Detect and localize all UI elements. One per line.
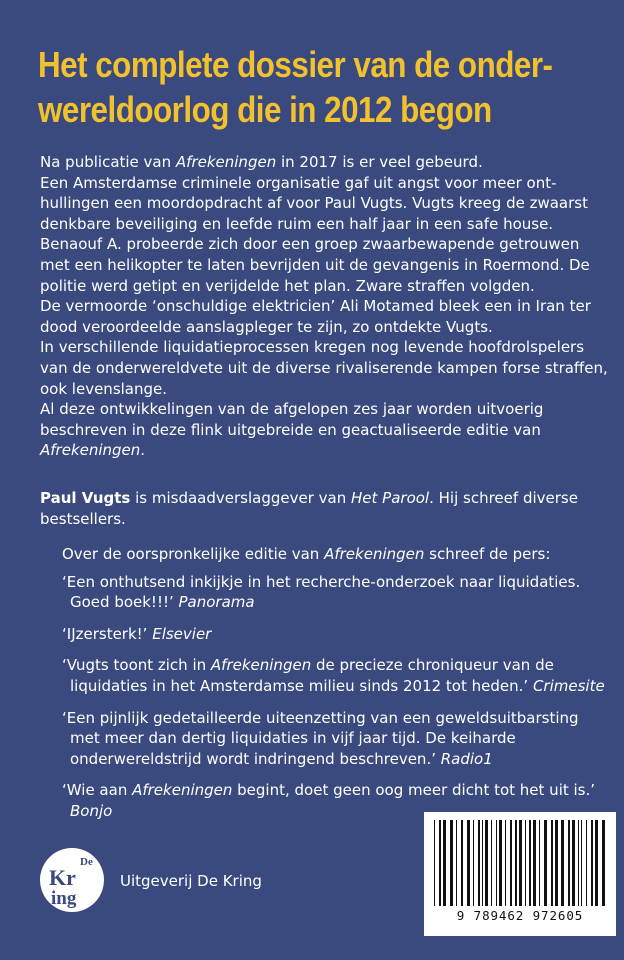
barcode-bar [555, 820, 558, 906]
quote-elsevier [62, 624, 610, 645]
blurb-paragraph-6 [40, 399, 610, 461]
barcode-bar [591, 820, 593, 906]
barcode-bar [539, 820, 540, 906]
barcode-bar [443, 820, 446, 906]
blurb-text: . [140, 441, 146, 460]
quote-radio1 [62, 708, 610, 770]
blurb-text: Na publicatie van [40, 153, 176, 171]
quote-source: Bonjo [70, 801, 113, 820]
barcode-bar [439, 820, 441, 906]
quote-text: ‘Een pijnlijk gedetailleerde uiteenzetting van een geweldsuitbarsting [62, 708, 579, 727]
blurb-paragraph-1 [40, 152, 610, 173]
blurb-paragraph-2: Een Amsterdamse criminele organisatie gaf uit angst voor meer ont-hullingen een moordopdracht af voor Paul Vugts. Vugts kreeg de zwaarst denkbare beveiliging en leefde ruim een half jaar in een safe house. [40, 173, 588, 233]
book-title: Afrekeningen [324, 545, 425, 563]
book-title: Afrekeningen [40, 441, 141, 460]
logo-letters-ing: ing [51, 888, 77, 909]
barcode-bar [478, 820, 480, 906]
logo-letters-de: De [80, 856, 93, 868]
publisher-logo [40, 848, 104, 912]
quote-text: ‘Wie aan [62, 781, 133, 800]
press-quotes [62, 544, 610, 833]
headline-line-2: wereldoorlog die in 2012 begon [38, 89, 492, 130]
barcode-bar [473, 820, 474, 906]
quote-text: ‘Een onthutsend inkijkje in het recherche-onderzoek naar liquidaties. [62, 572, 581, 591]
barcode-bar [510, 820, 512, 906]
quote-text: begint, doet geen oog meer dicht tot het uit is.’ [232, 781, 596, 800]
barcode-bar [568, 820, 570, 906]
barcode-bar [525, 820, 526, 906]
quote-source: Elsevier [152, 624, 212, 643]
quote-source: Panorama [178, 593, 255, 612]
barcode-bar [450, 820, 453, 906]
barcode-bar [586, 820, 587, 906]
barcode-bar [515, 820, 517, 906]
barcode-bar [595, 820, 598, 906]
barcode-bar [533, 820, 536, 906]
logo-mark [40, 848, 104, 912]
quote-source: Crimesite [532, 676, 605, 695]
blurb-paragraph-5: In verschillende liquidatieprocessen kregen nog levende hoofdrolspelers van de onderwereldvete uit de diverse rivaliserende kampen forse straffen, ook levenslange. [40, 338, 608, 398]
barcode-bar [505, 820, 506, 906]
book-title: Afrekeningen [175, 153, 277, 171]
isbn-number: 9 789462 972605 [456, 908, 584, 923]
quote-text: met meer dan dertig liquidaties in vijf jaar tijd. De keiharde [70, 729, 516, 748]
author-text: is misdaadverslaggever van [130, 489, 352, 507]
barcode-bar [519, 820, 522, 906]
quote-text-line [62, 780, 610, 801]
author-bio [40, 488, 610, 529]
quote-text-line [62, 624, 610, 645]
press-intro [62, 544, 610, 565]
blurb-paragraph-4: De vermoorde ‘onschuldige elektricien’ Ali Motamed bleek een in Iran ter dood veroordeelde aanslagpleger te zijn, zo ontdekte Vugts. [40, 297, 591, 336]
quote-source: Radio1 [440, 749, 493, 768]
quote-text: onderwereldstrijd wordt indringend beschreven.’ [70, 749, 441, 768]
barcode-bar [456, 820, 457, 906]
quote-text-cont [62, 676, 610, 697]
barcode-bars [432, 820, 608, 906]
logo-letters-kr: Kr [49, 865, 76, 890]
newspaper-name: Het Parool [351, 489, 430, 507]
quote-text-line [62, 655, 610, 676]
barcode-bar [482, 820, 483, 906]
barcode-bar [544, 820, 547, 906]
quote-text-cont [62, 592, 610, 613]
headline [38, 42, 607, 132]
blurb [40, 152, 610, 461]
quote-text: ‘IJzersterk!’ [62, 624, 153, 643]
barcode-bar [529, 820, 531, 906]
isbn-barcode [424, 812, 616, 936]
quote-panorama [62, 572, 610, 613]
publisher-name: Uitgeverij De Kring [120, 872, 262, 890]
barcode-bar [581, 820, 582, 906]
barcode-bar [461, 820, 463, 906]
barcode-bar [467, 820, 470, 906]
quote-text-cont [62, 749, 610, 770]
blurb-text: in 2017 is er veel gebeurd. [276, 153, 483, 171]
blurb-text: Al deze ontwikkelingen van de afgelopen zes jaar worden uitvoerig beschreven in deze flink uitgebreide en geactualiseerde editie van [40, 400, 544, 439]
barcode-bar [485, 820, 488, 906]
barcode-bar [602, 820, 605, 906]
barcode-bar [572, 820, 575, 906]
quote-text: Goed boek!!!’ [70, 593, 179, 612]
quote-text: liquidaties in het Amsterdamse milieu sinds 2012 tot heden.’ [70, 676, 533, 695]
barcode-bar [491, 820, 492, 906]
press-intro-text: Over de oorspronkelijke editie van [62, 545, 325, 563]
blurb-paragraph-3: Benaouf A. probeerde zich door een groep zwaarbewapende getrouwen met een helikopter te laten bevrijden uit de gevangenis in Roermond. De politie werd getipt en verijdelde het plan. Zware straffen volgden. [40, 235, 590, 295]
barcode-bar [499, 820, 502, 906]
barcode-bar [496, 820, 497, 906]
book-title: Afrekeningen [210, 656, 312, 675]
quote-text: ‘Vugts toont zich in [62, 656, 211, 675]
barcode-bar [561, 820, 564, 906]
quote-text: de precieze chroniqueur van de [311, 656, 554, 675]
author-text: . Hij schreef diverse bestsellers. [40, 489, 578, 528]
barcode-bar [434, 820, 435, 906]
press-intro-text: schreef de pers: [424, 545, 551, 563]
barcode-bar [551, 820, 553, 906]
book-title: Afrekeningen [132, 781, 233, 800]
headline-line-1: Het complete dossier van de onder- [38, 44, 553, 85]
quote-crimesite [62, 655, 610, 696]
author-name: Paul Vugts [40, 489, 131, 507]
barcode-bar [578, 820, 579, 906]
